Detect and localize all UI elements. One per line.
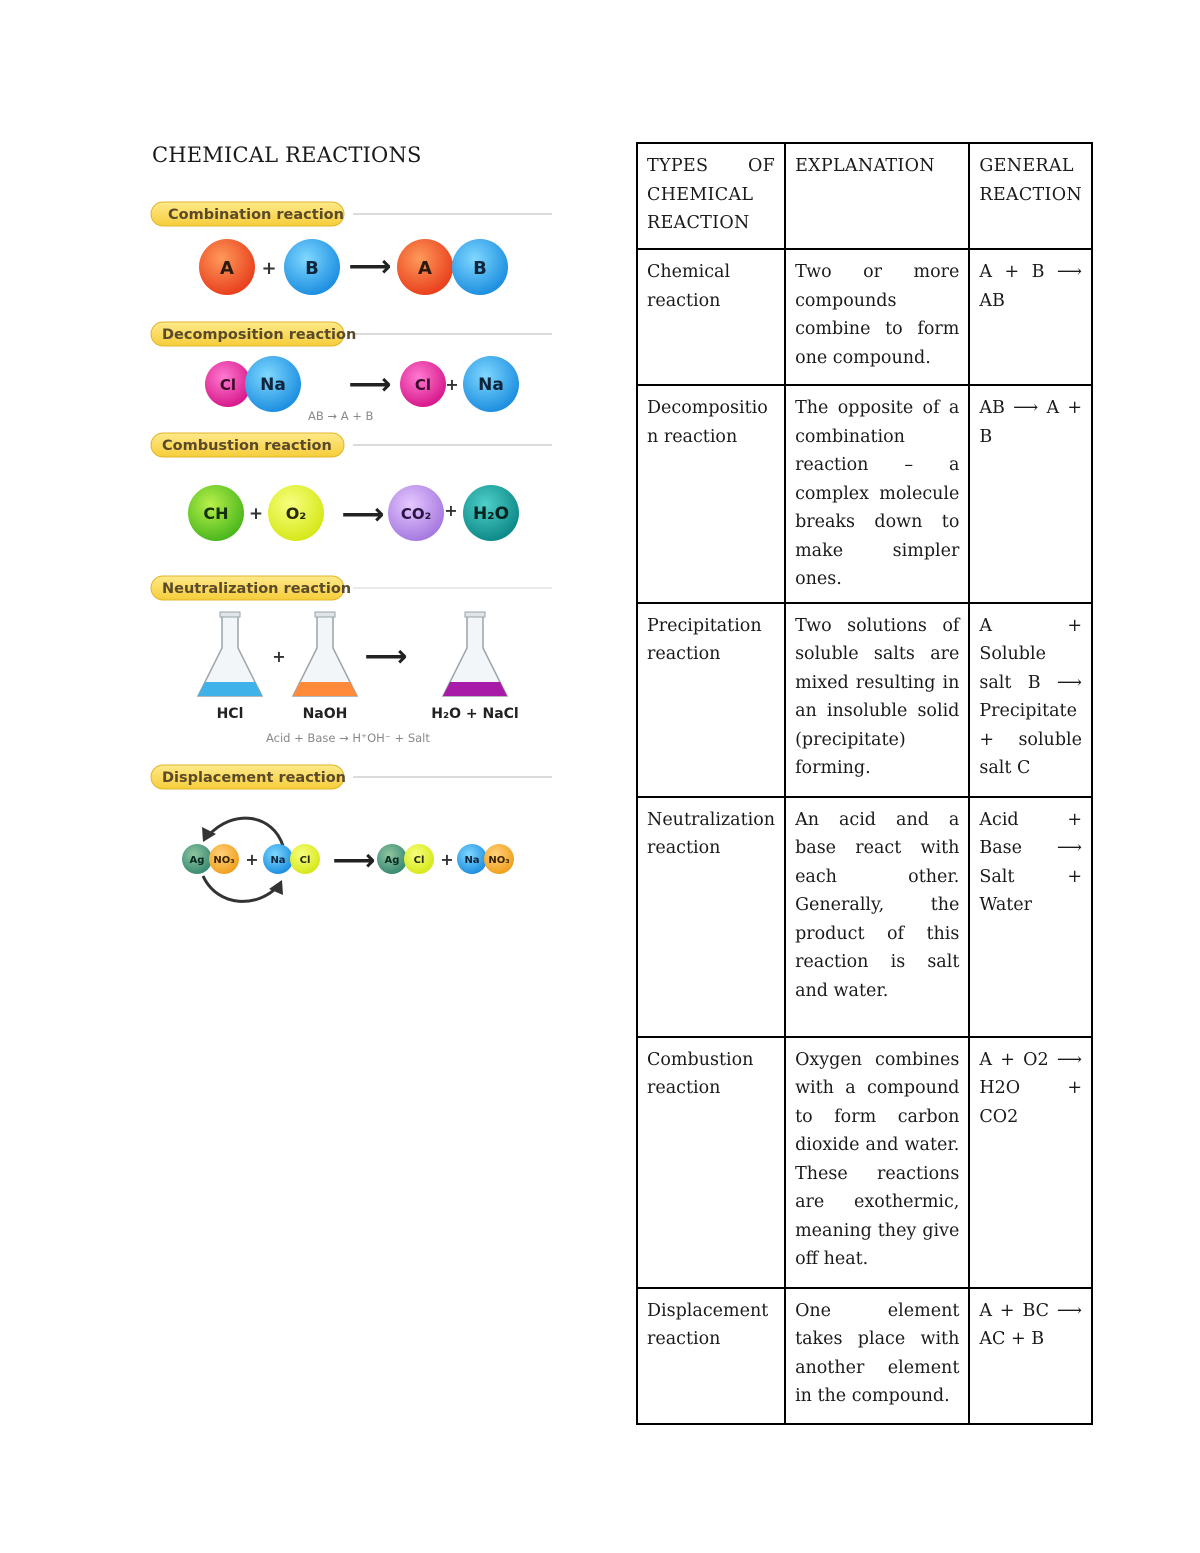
- row-type: Displacement reaction: [637, 1288, 785, 1424]
- product-label: H₂O + NaCl: [431, 706, 519, 722]
- row-general: A + O2 ⟶ H2O + CO2: [969, 1037, 1092, 1288]
- table-row: [637, 249, 1092, 385]
- row-explanation: Two solutions of soluble salts are mixed resulting in an insoluble solid (precipitate) forming.: [785, 603, 969, 797]
- combination-label: Combination reaction: [168, 207, 344, 223]
- table-row: [637, 603, 1092, 797]
- header-explanation: EXPLANATION: [785, 143, 969, 249]
- row-general: AB ⟶ A + B: [969, 385, 1092, 603]
- flask-product: [443, 612, 507, 696]
- row-explanation: Two or more compounds combine to form one compound.: [785, 249, 969, 385]
- plus-sign: +: [444, 501, 458, 520]
- plus-sign: +: [440, 850, 454, 869]
- neutralization-caption: Acid + Base → H⁺OH⁻ + Salt: [266, 731, 430, 745]
- atom-na-label: Na: [260, 375, 286, 395]
- table-row: [637, 1288, 1092, 1424]
- molecule-co2-label: CO₂: [400, 505, 432, 523]
- table-row: [637, 385, 1092, 603]
- atom-b-label: B: [305, 258, 319, 279]
- arrow-icon: ⟶: [332, 843, 376, 878]
- atom-ag-product-label: Ag: [384, 855, 400, 866]
- table-header-row: [637, 143, 1092, 249]
- page-title: CHEMICAL REACTIONS: [152, 143, 422, 167]
- header-type: TYPES OF CHEMICAL REACTION: [637, 143, 785, 249]
- plus-sign: +: [272, 647, 286, 666]
- flask-naoh: [293, 612, 357, 696]
- decomposition-caption: AB → A + B: [308, 409, 374, 423]
- atom-cl-label: Cl: [299, 855, 311, 866]
- row-explanation: Oxygen combines with a compound to form carbon dioxide and water. These reactions are exothermic, meaning they give off heat.: [785, 1037, 969, 1288]
- reaction-types-table: [636, 142, 1093, 1425]
- row-explanation: An acid and a base react with each other. Generally, the product of this reaction is salt and water.: [785, 797, 969, 1037]
- exchange-arrow-bottom-icon: [203, 876, 278, 901]
- molecule-o2-label: O₂: [285, 504, 307, 523]
- atom-na-product-label: Na: [478, 375, 504, 395]
- row-explanation: The opposite of a combination reaction – a complex molecule breaks down to make simpler ones.: [785, 385, 969, 603]
- row-explanation: One element takes place with another element in the compound.: [785, 1288, 969, 1424]
- table-row: [637, 1037, 1092, 1288]
- row-type: Combustion reaction: [637, 1037, 785, 1288]
- molecule-ch-label: CH: [203, 504, 229, 523]
- molecule-h2o-label: H₂O: [472, 504, 510, 524]
- decomposition-section: [151, 322, 552, 423]
- arrow-icon: ⟶: [364, 639, 408, 674]
- combustion-section: [151, 433, 552, 541]
- atom-na-label: Na: [270, 855, 286, 866]
- row-general: A + BC ⟶ AC + B: [969, 1288, 1092, 1424]
- row-type: Decomposition reaction: [637, 385, 785, 603]
- combustion-label: Combustion reaction: [162, 438, 332, 454]
- table-row: [637, 797, 1092, 1037]
- row-general: A + B ⟶ AB: [969, 249, 1092, 385]
- atom-na-product-label: Na: [464, 855, 480, 866]
- atom-cl-product-label: Cl: [413, 855, 425, 866]
- displacement-section: [151, 765, 552, 901]
- displacement-label: Displacement reaction: [162, 770, 346, 786]
- row-type: Neutralization reaction: [637, 797, 785, 1037]
- neutralization-label: Neutralization reaction: [162, 581, 352, 597]
- ion-no3-label: NO₃: [213, 855, 235, 866]
- arrow-icon: ⟶: [348, 249, 392, 284]
- ion-no3-product-label: NO₃: [488, 855, 510, 866]
- atom-cl-label: Cl: [219, 376, 237, 394]
- plus-sign: +: [261, 258, 277, 279]
- reaction-types-diagram: [148, 196, 556, 916]
- decomposition-label: Decomposition reaction: [162, 327, 357, 343]
- header-general: GENERAL REACTION: [969, 143, 1092, 249]
- plus-sign: +: [248, 504, 264, 524]
- hcl-label: HCl: [216, 706, 244, 722]
- combination-section: [151, 202, 552, 295]
- neutralization-section: [151, 576, 552, 745]
- row-general: Acid + Base ⟶ Salt + Water: [969, 797, 1092, 1037]
- atom-cl-product-label: Cl: [414, 376, 432, 394]
- flask-hcl: [198, 612, 262, 696]
- plus-sign: +: [245, 850, 259, 869]
- arrow-icon: ⟶: [341, 497, 385, 532]
- atom-b-product-label: B: [473, 258, 487, 279]
- row-type: Precipitation reaction: [637, 603, 785, 797]
- atom-a-label: A: [220, 258, 234, 279]
- plus-sign: +: [445, 375, 459, 394]
- atom-ag-label: Ag: [189, 855, 205, 866]
- exchange-arrow-top-icon: [208, 818, 283, 846]
- row-type: Chemical reaction: [637, 249, 785, 385]
- arrow-icon: ⟶: [348, 367, 392, 402]
- row-general: A + Soluble salt B ⟶ Precipitate + soluble salt C: [969, 603, 1092, 797]
- atom-a-product-label: A: [418, 258, 432, 279]
- naoh-label: NaOH: [302, 706, 348, 722]
